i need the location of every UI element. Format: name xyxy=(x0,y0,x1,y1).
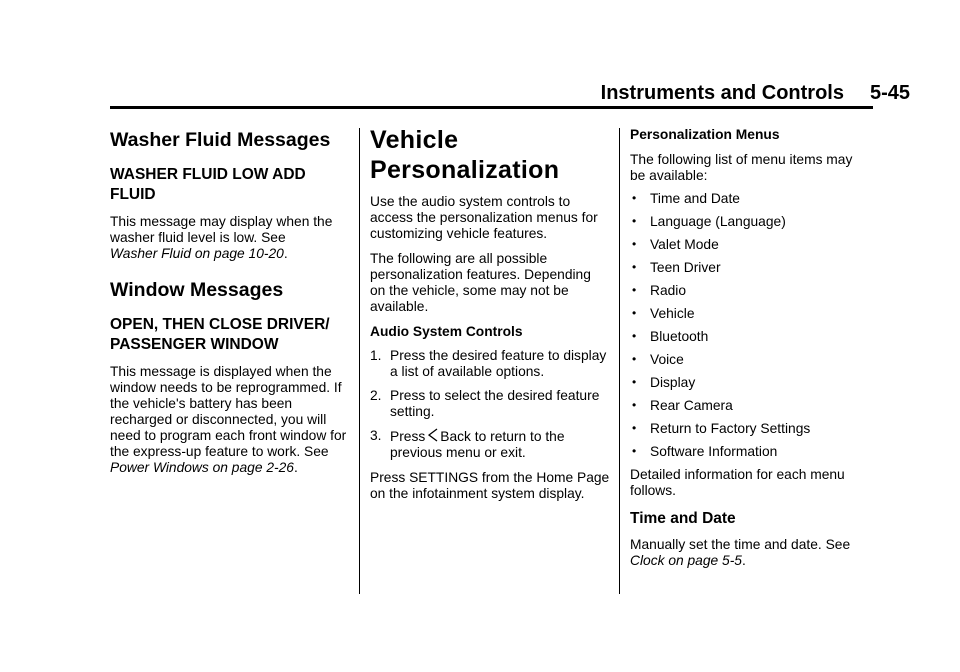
bullet-icon: • xyxy=(632,375,637,389)
bullet-icon: • xyxy=(632,191,637,205)
running-header-title: Instruments and Controls xyxy=(600,82,844,104)
list-item: • Valet Mode xyxy=(632,237,719,252)
vehicle-personalization-heading: Vehicle Personalization xyxy=(370,126,560,184)
personalization-intro: Use the audio system controls to access the personalization menus for customizing vehicle features. xyxy=(370,194,598,241)
time-and-date-body: Manually set the time and date. See Clock on page 5-5. xyxy=(630,537,851,568)
bullet-icon: • xyxy=(632,306,637,320)
personalization-features-note: The following are all possible personalization features. Depending on the vehicle, some may not be available. xyxy=(370,251,591,314)
bullet-icon: • xyxy=(632,237,637,251)
list-item: • Display xyxy=(632,375,696,390)
bullet-icon: • xyxy=(632,283,637,297)
washer-fluid-reference: Washer Fluid on page 10-20 xyxy=(110,246,284,261)
list-item: • Bluetooth xyxy=(632,329,709,344)
menu-items-list xyxy=(630,191,870,460)
column-1 xyxy=(110,124,350,476)
washer-fluid-message-title: WASHER FLUID LOW ADD FLUID xyxy=(110,166,306,203)
washer-fluid-heading: Washer Fluid Messages xyxy=(110,129,331,151)
list-item: • Radio xyxy=(632,283,687,298)
list-item: • Rear Camera xyxy=(632,398,733,413)
settings-instruction: Press SETTINGS from the Home Page on the infotainment system display. xyxy=(370,470,610,501)
audio-system-controls-heading: Audio System Controls xyxy=(370,324,523,339)
clock-reference: Clock on page 5-5 xyxy=(630,553,742,568)
column-3 xyxy=(630,124,870,569)
list-item: 1. Press the desired feature to display a list of available options. xyxy=(370,348,607,379)
bullet-icon: • xyxy=(632,444,637,458)
page-number: 5-45 xyxy=(869,82,910,104)
header-rule xyxy=(110,106,873,109)
bullet-icon: • xyxy=(632,352,637,366)
window-message-body: This message is displayed when the window needs to be reprogrammed. If the vehicle's battery has been recharged or disconnected, you will need to program each front window for the express-up feature to work. See Power Windows on page 2-26. xyxy=(110,364,347,475)
list-item: • Vehicle xyxy=(632,306,695,321)
back-chevron-icon xyxy=(428,428,438,442)
list-item: • Teen Driver xyxy=(632,260,721,275)
window-message-title: OPEN, THEN CLOSE DRIVER/ PASSENGER WINDOW xyxy=(110,316,330,353)
bullet-icon: • xyxy=(632,421,637,435)
detail-note: Detailed information for each menu follows. xyxy=(630,467,845,498)
list-item: 3. Press Back to return to the previous menu or exit. xyxy=(370,428,565,460)
menus-intro: The following list of menu items may be available: xyxy=(630,152,853,183)
column-divider xyxy=(359,128,360,594)
list-item: 2. Press to select the desired feature setting. xyxy=(370,388,600,419)
bullet-icon: • xyxy=(632,260,637,274)
list-item: • Return to Factory Settings xyxy=(632,421,811,436)
list-item: • Language (Language) xyxy=(632,214,786,229)
bullet-icon: • xyxy=(632,329,637,343)
list-item: • Voice xyxy=(632,352,684,367)
column-divider xyxy=(619,128,620,594)
list-item: • Time and Date xyxy=(632,191,740,206)
column-2 xyxy=(370,124,610,502)
bullet-icon: • xyxy=(632,214,637,228)
steps-list xyxy=(370,348,610,461)
personalization-menus-heading: Personalization Menus xyxy=(630,127,780,142)
window-messages-heading: Window Messages xyxy=(110,279,284,301)
time-and-date-heading: Time and Date xyxy=(630,510,736,527)
bullet-icon: • xyxy=(632,398,637,412)
washer-fluid-body: This message may display when the washer fluid level is low. See Washer Fluid on page 10-20. xyxy=(110,214,333,261)
list-item: • Software Information xyxy=(632,444,778,459)
power-windows-reference: Power Windows on page 2-26 xyxy=(110,460,294,475)
